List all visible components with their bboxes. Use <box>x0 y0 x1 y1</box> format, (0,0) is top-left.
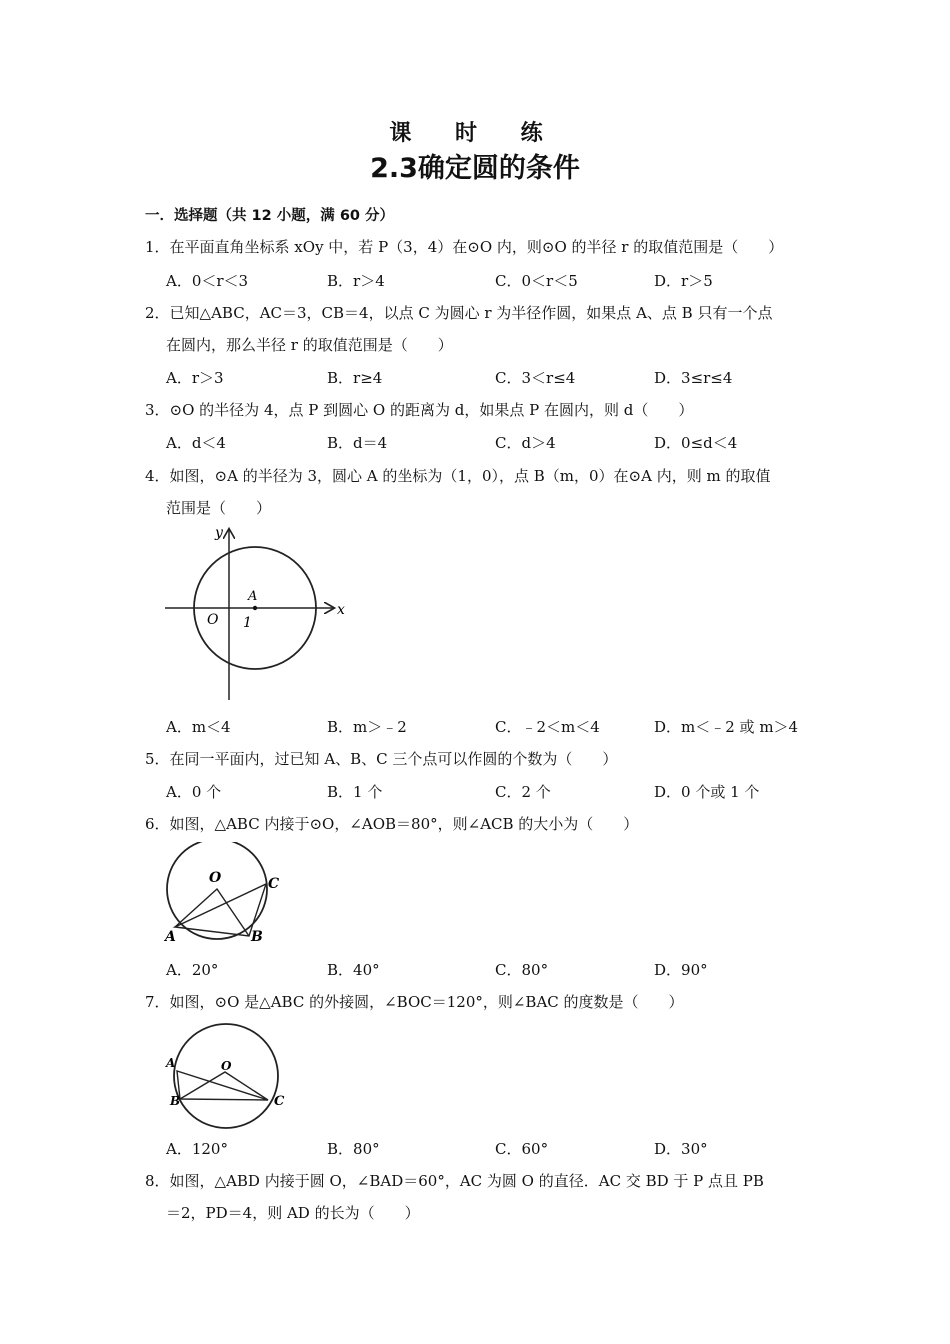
q7-circle <box>174 1024 278 1128</box>
q4-option-c: C．﹣2＜m＜4 <box>495 718 600 736</box>
q4-stem-line1: 4．如图，⊙A 的半径为 3，圆心 A 的坐标为（1，0），点 B（m，0）在⊙A 内，则 m 的取值 <box>145 467 771 485</box>
q6-stem: 6．如图，△ABC 内接于⊙O，∠AOB＝80°，则∠ACB 的大小为（ ） <box>145 815 639 833</box>
q8-stem-line1: 8．如图，△ABD 内接于圆 O，∠BAD＝60°，AC 为圆 O 的直径．AC 交 BD 于 P 点且 PB <box>145 1172 764 1190</box>
q6-label-a: A <box>165 929 176 945</box>
page-title: 2.3确定圆的条件 <box>370 153 580 184</box>
q2-stem-line2: 在圆内，那么半径 r 的取值范围是（ ） <box>166 336 453 354</box>
q2-option-c: C．3＜r≤4 <box>495 369 576 387</box>
q7-option-a: A．120° <box>166 1140 228 1158</box>
q4-label-o: O <box>207 612 219 628</box>
q6-option-b: B．40° <box>327 961 380 979</box>
q5-option-c: C．2 个 <box>495 783 551 801</box>
q6-option-c: C．80° <box>495 961 549 979</box>
q7-stem: 7．如图，⊙O 是△ABC 的外接圆，∠BOC＝120°，则∠BAC 的度数是（ ） <box>145 993 684 1011</box>
q6-figure <box>160 842 290 947</box>
q1-option-d: D．r＞5 <box>654 272 713 290</box>
q4-label-one: 1 <box>243 615 252 631</box>
q3-option-a: A．d＜4 <box>166 434 226 452</box>
q7-label-b: B <box>170 1094 181 1108</box>
q2-option-d: D．3≤r≤4 <box>654 369 733 387</box>
q1-option-c: C．0＜r＜5 <box>495 272 578 290</box>
q4-option-d: D．m＜﹣2 或 m＞4 <box>654 718 799 736</box>
q5-option-d: D．0 个或 1 个 <box>654 783 760 801</box>
q5-option-b: B．1 个 <box>327 783 383 801</box>
q6-label-o: O <box>209 870 222 886</box>
q7-label-a: A <box>166 1056 176 1070</box>
q3-option-d: D．0≤d＜4 <box>654 434 738 452</box>
q4-figure <box>160 520 360 705</box>
q1-option-a: A．0＜r＜3 <box>166 272 249 290</box>
q7-triangle-abc <box>177 1071 268 1100</box>
q4-label-y: y <box>215 525 223 541</box>
q7-option-d: D．30° <box>654 1140 708 1158</box>
q4-option-b: B．m＞﹣2 <box>327 718 407 736</box>
q2-option-a: A．r＞3 <box>166 369 224 387</box>
q1-option-b: B．r＞4 <box>327 272 385 290</box>
q2-stem-line1: 2．已知△ABC，AC＝3，CB＝4，以点 C 为圆心 r 为半径作圆，如果点 A、点 B 只有一个点 <box>145 304 773 322</box>
q4-option-a: A．m＜4 <box>166 718 231 736</box>
q6-option-d: D．90° <box>654 961 708 979</box>
q4-center-dot <box>253 606 257 610</box>
q3-stem: 3．⊙O 的半径为 4，点 P 到圆心 O 的距离为 d，如果点 P 在圆内，则 d（ ） <box>145 401 694 419</box>
q3-option-c: C．d＞4 <box>495 434 556 452</box>
q2-option-b: B．r≥4 <box>327 369 383 387</box>
q6-label-b: B <box>251 929 263 945</box>
q7-option-b: B．80° <box>327 1140 380 1158</box>
q7-label-o: O <box>221 1059 232 1073</box>
q4-label-a: A <box>248 589 258 604</box>
q6-option-a: A．20° <box>166 961 219 979</box>
q4-label-x: x <box>337 602 345 618</box>
q8-stem-line2: ＝2，PD＝4，则 AD 的长为（ ） <box>166 1204 420 1222</box>
subtitle: 课 时 练 <box>389 120 561 146</box>
q6-label-c: C <box>268 876 280 892</box>
q3-option-b: B．d＝4 <box>327 434 388 452</box>
q5-stem: 5．在同一平面内，过已知 A、B、C 三个点可以作圆的个数为（ ） <box>145 750 618 768</box>
q7-option-c: C．60° <box>495 1140 549 1158</box>
q1-stem: 1．在平面直角坐标系 xOy 中，若 P（3，4）在⊙O 内，则⊙O 的半径 r 的取值范围是（ ） <box>145 238 784 256</box>
q7-figure <box>160 1020 295 1132</box>
q4-stem-line2: 范围是（ ） <box>166 499 272 517</box>
q5-option-a: A．0 个 <box>166 783 222 801</box>
section-heading: 一．选择题（共 12 小题，满 60 分） <box>145 208 395 224</box>
q7-label-c: C <box>274 1094 285 1109</box>
